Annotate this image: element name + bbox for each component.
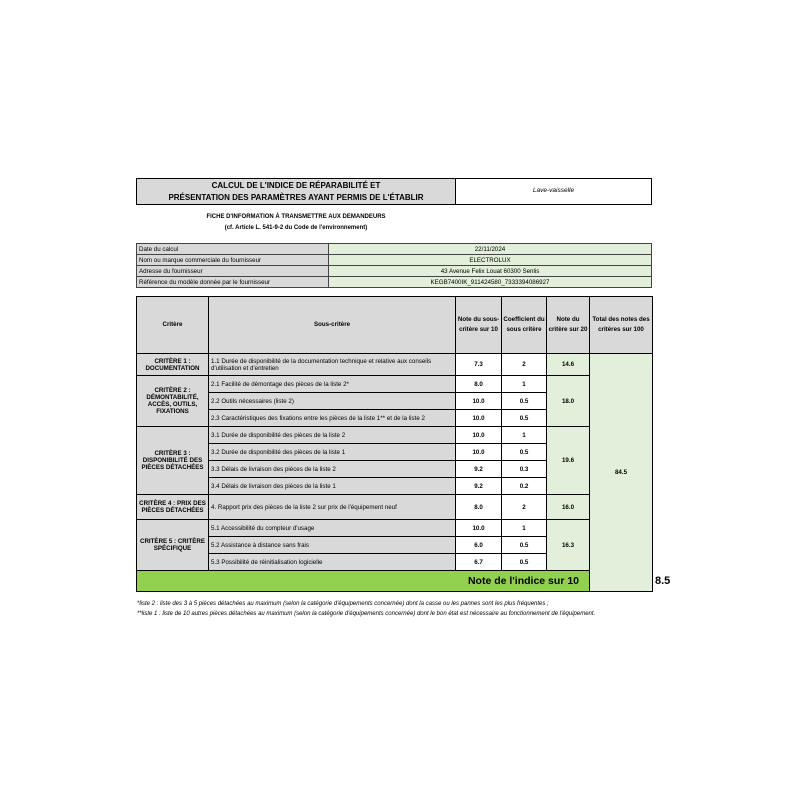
footnotes xyxy=(137,599,657,619)
repairability-table xyxy=(136,296,671,592)
fiche-info xyxy=(136,212,456,234)
info-label: Nom ou marque commerciale du fournisseur xyxy=(137,255,329,266)
info-row-address xyxy=(137,266,652,277)
sub-criterion-note: 8.0 xyxy=(456,376,502,393)
table-row xyxy=(137,495,653,520)
final-row: Note de l'indice sur 10 8.5 xyxy=(137,571,653,592)
fiche-line1: FICHE D'INFORMATION À TRANSMETTRE AUX DEMANDEURS xyxy=(206,214,386,220)
sub-criterion-label: 2.3 Caractéristiques des fixations entre les pièces de la liste 1** et de la liste 2 xyxy=(209,410,456,427)
criterion-name: CRITÈRE 2 : DÉMONTABILITÉ, ACCÈS, OUTILS, FIXATIONS xyxy=(137,376,209,427)
sub-criterion-note: 10.0 xyxy=(456,427,502,444)
col-header-total: Total des notes des critères sur 100 xyxy=(590,297,653,354)
table-row xyxy=(137,520,653,537)
table-row xyxy=(137,376,653,393)
sub-criterion-label: 3.2 Durée de disponibilité des pièces de la liste 1 xyxy=(209,444,456,461)
criterion-note: 14.6 xyxy=(547,354,590,376)
info-value: KEGB7400IK_911424580_7333394086927 xyxy=(329,277,652,288)
sub-criterion-coef: 0.5 xyxy=(502,444,547,461)
sub-criterion-note: 9.2 xyxy=(456,478,502,495)
header-row xyxy=(137,297,653,354)
sub-criterion-coef: 0.5 xyxy=(502,410,547,427)
sub-criterion-coef: 0.5 xyxy=(502,554,547,571)
sub-criterion-coef: 0.3 xyxy=(502,461,547,478)
sub-criterion-label: 5.1 Accessibilité du compteur d'usage xyxy=(209,520,456,537)
sub-criterion-coef: 0.5 xyxy=(502,393,547,410)
col-header-sous-critere: Sous-critère xyxy=(209,297,456,354)
sub-criterion-coef: 2 xyxy=(502,495,547,520)
final-index-label: Note de l'indice sur 10 xyxy=(137,571,590,592)
sub-criterion-coef: 1 xyxy=(502,427,547,444)
sub-criterion-coef: 1 xyxy=(502,520,547,537)
info-row-reference xyxy=(137,277,652,288)
criterion-name: CRITÈRE 5 : CRITÈRE SPÉCIFIQUE xyxy=(137,520,209,571)
criterion-note: 16.0 xyxy=(547,495,590,520)
sub-criterion-label: 3.1 Durée de disponibilité des pièces de la liste 2 xyxy=(209,427,456,444)
criterion-name: CRITÈRE 3 : DISPONIBILITÉ DES PIÈCES DÉTACHÉES xyxy=(137,427,209,495)
criterion-note: 19.6 xyxy=(547,427,590,495)
table-row xyxy=(137,354,653,376)
sub-criterion-label: 3.3 Délais de livraison des pièces de la liste 2 xyxy=(209,461,456,478)
header-title-line1: CALCUL DE L'INDICE DE RÉPARABILITÉ ET xyxy=(211,181,381,190)
sub-criterion-label: 5.3 Possibilité de réinitialisation logicielle xyxy=(209,554,456,571)
col-header-critere: Critère xyxy=(137,297,209,354)
info-label: Adresse du fournisseur xyxy=(137,266,329,277)
footnote-liste-1: **liste 1 : liste de 10 autres pièces détachées au maximum (selon la catégorie d'équipements concernée) dont le bon état est nécessaire au fonctionnement de l'équipement. xyxy=(137,611,596,617)
sub-criterion-coef: 1 xyxy=(502,376,547,393)
sub-criterion-label: 2.2 Outils nécessaires (liste 2) xyxy=(209,393,456,410)
header-title xyxy=(136,178,456,205)
info-row-date xyxy=(137,244,652,255)
info-value: ELECTROLUX xyxy=(329,255,652,266)
supplier-info-table xyxy=(136,243,652,288)
sub-criterion-note: 8.0 xyxy=(456,495,502,520)
sub-criterion-note: 10.0 xyxy=(456,444,502,461)
info-row-brand xyxy=(137,255,652,266)
col-header-note-critere: Note du critère sur 20 xyxy=(547,297,590,354)
criterion-note: 18.0 xyxy=(547,376,590,427)
criterion-note: 16.3 xyxy=(547,520,590,571)
sub-criterion-label: 3.4 Délais de livraison des pièces de la liste 1 xyxy=(209,478,456,495)
sub-criterion-note: 6.7 xyxy=(456,554,502,571)
sub-criterion-note: 10.0 xyxy=(456,393,502,410)
info-value: 43 Avenue Felix Louat 60300 Senlis xyxy=(329,266,652,277)
table-row xyxy=(137,427,653,444)
sub-criterion-label: 5.2 Assistance à distance sans frais xyxy=(209,537,456,554)
sub-criterion-note: 9.2 xyxy=(456,461,502,478)
sub-criterion-label: 4. Rapport prix des pièces de la liste 2 sur prix de l'équipement neuf xyxy=(209,495,456,520)
col-header-note-sous: Note du sous-critère sur 10 xyxy=(456,297,502,354)
criterion-name: CRITÈRE 4 : PRIX DES PIÈCES DÉTACHÉES xyxy=(137,495,209,520)
sub-criterion-note: 6.0 xyxy=(456,537,502,554)
sub-criterion-label: 1.1 Durée de disponibilité de la documentation technique et relative aux conseils d'utilisation et d'entretien xyxy=(209,354,456,376)
product-type: Lave-vaisselle xyxy=(456,178,652,205)
sub-criterion-note: 10.0 xyxy=(456,520,502,537)
criterion-name: CRITÈRE 1 : DOCUMENTATION xyxy=(137,354,209,376)
sub-criterion-coef: 0.5 xyxy=(502,537,547,554)
info-label: Référence du modèle donnée par le fournisseur xyxy=(137,277,329,288)
col-header-coef: Coefficient du sous critère xyxy=(502,297,547,354)
info-label: Date du calcul xyxy=(137,244,329,255)
info-value: 22/11/2024 xyxy=(329,244,652,255)
header-title-line2: PRÉSENTATION DES PARAMÈTRES AYANT PERMIS DE L'ÉTABLIR xyxy=(168,193,424,202)
footnote-liste-2: *liste 2 : liste des 3 à 5 pièces détachées au maximum (selon la catégorie d'équipements concernée) dont la casse ou les pannes sont les plus fréquentes ; xyxy=(137,601,549,607)
total-100: 84.5 xyxy=(590,354,653,592)
sub-criterion-note: 10.0 xyxy=(456,410,502,427)
sub-criterion-coef: 2 xyxy=(502,354,547,376)
sub-criterion-coef: 0.2 xyxy=(502,478,547,495)
sub-criterion-label: 2.1 Facilité de démontage des pièces de la liste 2* xyxy=(209,376,456,393)
fiche-line2: (cf. Article L. 541-9-2 du Code de l'environnement) xyxy=(224,225,368,231)
sub-criterion-note: 7.3 xyxy=(456,354,502,376)
